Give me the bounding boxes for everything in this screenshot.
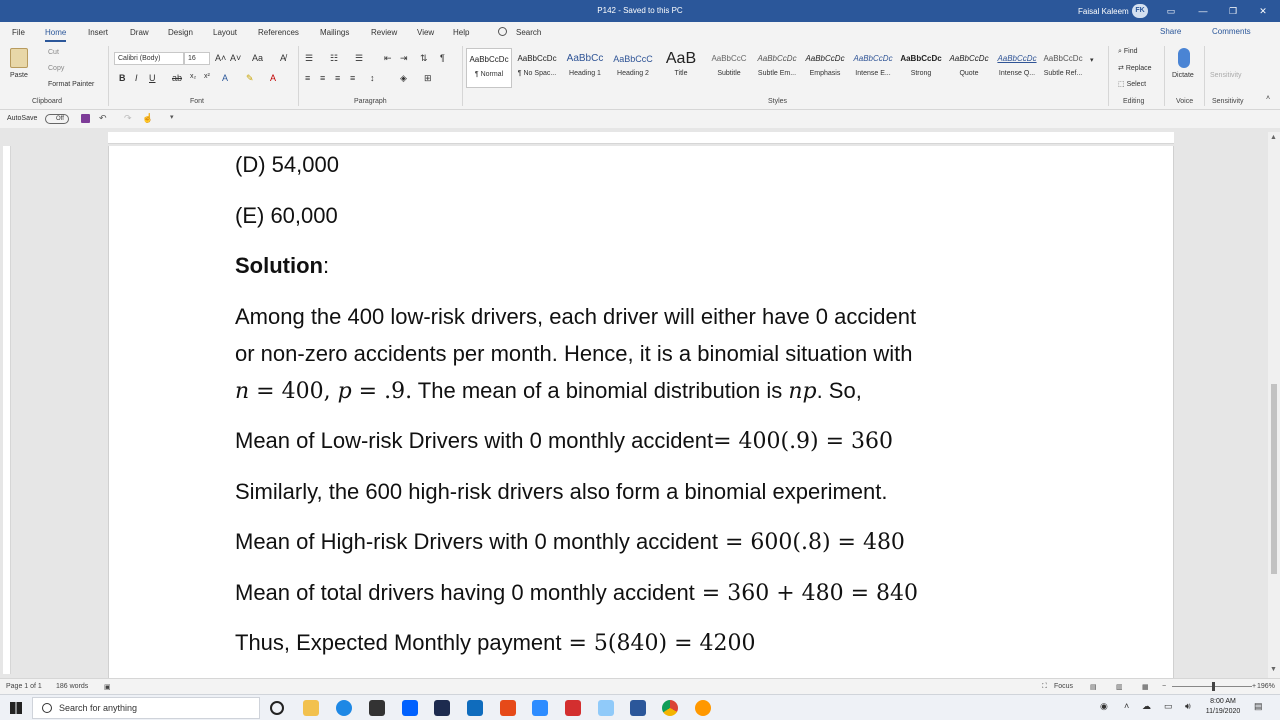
mean-low-risk-line [235, 428, 893, 454]
focus-icon[interactable]: ⛶ [1042, 683, 1047, 690]
volume-icon[interactable]: 🔊︎ [1185, 701, 1191, 711]
shrink-font-icon[interactable]: A˅ [230, 53, 242, 63]
math-expr: = 400(.9) = 360 [713, 429, 894, 454]
math-var-n: n [235, 379, 250, 404]
group-divider [1204, 46, 1205, 106]
group-divider [1164, 46, 1165, 106]
proofing-icon[interactable]: ▣ [104, 684, 111, 691]
dropbox-icon[interactable] [402, 700, 418, 716]
scroll-thumb[interactable] [1271, 384, 1277, 574]
replace-button[interactable]: ⇄ Replace [1118, 65, 1152, 72]
strikethrough-icon[interactable]: ab [172, 73, 183, 83]
style-name: Heading 2 [617, 70, 649, 77]
tab-home[interactable]: Home [45, 28, 67, 37]
solution-label: Solution [235, 253, 323, 278]
style-sample: AaBbCcC [711, 54, 747, 63]
find-label: Find [1123, 48, 1138, 55]
file-explorer-icon[interactable] [303, 700, 319, 716]
expected-payment-line [235, 630, 755, 656]
clock-date: 11/19/2020 [1205, 708, 1241, 715]
borders-icon[interactable]: ⊞ [424, 73, 432, 83]
quick-access-toolbar [0, 110, 1280, 128]
tab-mailings[interactable]: Mailings [320, 28, 350, 37]
editing-group-label: Editing [1123, 98, 1145, 105]
word-icon[interactable] [630, 700, 646, 716]
style-sample: AaBbCcDc [517, 54, 557, 63]
style-name: Emphasis [809, 70, 841, 77]
style-no-spacing[interactable] [514, 48, 560, 88]
copy-button[interactable]: Copy [48, 65, 65, 72]
clock-time: 8:00 AM [1210, 698, 1236, 705]
focus-button[interactable]: Focus [1054, 683, 1074, 690]
zoom-out-icon[interactable]: − [1162, 683, 1167, 690]
tell-me-search[interactable]: Search [516, 28, 542, 37]
zoom-slider-knob[interactable] [1212, 682, 1215, 691]
style-name: Intense Q... [998, 70, 1036, 77]
avatar[interactable]: FK [1132, 4, 1148, 18]
style-name: Heading 1 [569, 70, 601, 77]
answer-option-d: (D) 54,000 [235, 152, 339, 177]
autosave-toggle[interactable]: Off [45, 114, 69, 124]
style-sample: AaBbCcDc [949, 54, 989, 63]
style-name: Subtle Em... [757, 70, 797, 77]
align-right-icon[interactable]: ≡ [335, 73, 341, 83]
select-label: Select [1126, 81, 1147, 88]
style-sample: AaBbCcDc [900, 54, 942, 63]
style-strong[interactable] [898, 48, 944, 88]
style-name: Quote [959, 70, 979, 77]
save-icon[interactable] [81, 114, 90, 123]
font-color-icon[interactable]: A [270, 73, 277, 83]
status-bar [0, 678, 1280, 694]
paragraph-text: Mean of total drivers having 0 monthly accident [235, 580, 695, 605]
clipboard-group-label: Clipboard [32, 98, 62, 105]
page-count[interactable]: Page 1 of 1 [6, 683, 42, 690]
store-icon[interactable] [369, 700, 385, 716]
justify-icon[interactable]: ≡ [350, 73, 356, 83]
word-count[interactable]: 186 words [56, 683, 89, 690]
mean-total-line [235, 580, 918, 606]
style-sample: AaBbCcDc [757, 54, 797, 63]
styles-more-icon[interactable]: ▾ [1090, 57, 1094, 64]
styles-group-label: Styles [768, 98, 788, 105]
share-button[interactable]: Share [1160, 27, 1182, 36]
style-quote[interactable] [946, 48, 992, 88]
hp-icon[interactable] [598, 700, 614, 716]
subscript-icon[interactable]: x₂ [190, 73, 197, 80]
notifications-icon[interactable]: ▤ [1254, 701, 1263, 711]
paste-icon[interactable] [10, 48, 28, 68]
onedrive-icon[interactable]: ☁ [1142, 701, 1151, 711]
style-intense-quote[interactable] [994, 48, 1040, 88]
show-hidden-icons-icon[interactable]: ˄ [1124, 701, 1130, 711]
web-layout-icon[interactable]: ▦ [1142, 684, 1149, 691]
vertical-ruler[interactable] [3, 146, 11, 674]
font-group-label: Font [190, 98, 205, 105]
font-name-select[interactable]: Calibri (Body) [114, 52, 184, 65]
paragraph-text: Mean of High-risk Drivers with 0 monthly accident [235, 529, 718, 554]
paragraph-line [235, 378, 862, 404]
paragraph-text: Thus, Expected Monthly payment [235, 630, 562, 655]
restore-icon[interactable]: ❐ [1228, 6, 1238, 16]
windows-start-icon[interactable] [10, 702, 22, 714]
collapse-ribbon-icon[interactable]: ˄ [1266, 95, 1271, 102]
shading-icon[interactable]: ◈ [400, 73, 407, 83]
math-expr: = 360 + 480 = 840 [694, 581, 919, 606]
scroll-up-icon[interactable]: ▲ [1270, 134, 1277, 141]
taskbar-clock[interactable] [1202, 697, 1244, 717]
undo-icon[interactable]: ↶ [99, 113, 107, 123]
comments-button[interactable]: Comments [1212, 27, 1251, 36]
zoom-app-icon[interactable] [532, 700, 548, 716]
minimize-icon[interactable]: — [1198, 6, 1208, 16]
clear-formatting-icon[interactable]: A̸ [280, 53, 287, 63]
numbering-icon[interactable]: ☷ [330, 53, 339, 63]
sort-icon[interactable]: ⇅ [420, 53, 428, 63]
style-name: Subtitle [717, 70, 741, 77]
style-name: Strong [910, 70, 932, 77]
cortana-icon[interactable] [270, 701, 284, 715]
style-emphasis[interactable] [802, 48, 848, 88]
replace-label: Replace [1125, 65, 1152, 72]
style-name: ¶ No Spac... [517, 70, 557, 77]
text-effects-icon[interactable]: A [222, 73, 229, 83]
title-bar [0, 0, 1280, 22]
windows-taskbar [0, 694, 1280, 720]
mean-high-risk-line [235, 529, 905, 555]
math-expr: = 600(.8) = 480 [717, 530, 905, 555]
office-icon[interactable] [500, 700, 516, 716]
style-subtle-reference[interactable] [1040, 48, 1086, 88]
paragraph-line: Among the 400 low-risk drivers, each driver will either have 0 accident [235, 304, 917, 329]
paste-button[interactable]: Paste [10, 72, 28, 79]
group-divider [298, 46, 299, 106]
mail-icon[interactable] [467, 700, 483, 716]
scroll-down-icon[interactable]: ▼ [1270, 666, 1277, 673]
style-name: ¶ Normal [474, 71, 504, 78]
group-divider [1108, 46, 1109, 106]
select-button[interactable]: ⬚ Select [1118, 81, 1147, 88]
microphone-icon[interactable] [1178, 48, 1190, 68]
app-icon[interactable] [434, 700, 450, 716]
customize-qat-icon[interactable]: ▾ [170, 114, 174, 121]
bullets-icon[interactable]: ☰ [305, 53, 314, 63]
style-name: Title [674, 70, 688, 77]
multilevel-list-icon[interactable]: ☰ [355, 53, 364, 63]
battery-icon[interactable]: ▭ [1164, 701, 1173, 711]
style-subtle-emphasis[interactable] [754, 48, 800, 88]
underline-icon[interactable]: U [149, 73, 156, 83]
close-icon[interactable]: ✕ [1259, 6, 1267, 16]
document-title: P142 - Saved to this PC [597, 6, 683, 15]
tab-help[interactable]: Help [453, 28, 470, 37]
format-painter-button[interactable]: Format Painter [48, 81, 95, 88]
style-sample: AaB [665, 50, 697, 67]
highlight-icon[interactable]: ✎ [246, 73, 254, 83]
paragraph-group-label: Paragraph [354, 98, 387, 105]
dictate-button[interactable]: Dictate [1172, 72, 1194, 79]
math-expr: = 5(840) = 4200 [561, 631, 756, 656]
paragraph-line: or non-zero accidents per month. Hence, it is a binomial situation with [235, 341, 913, 366]
style-title[interactable] [658, 48, 704, 88]
find-button[interactable]: ⌕ Find [1118, 48, 1138, 55]
group-divider [462, 46, 463, 106]
taskbar-search-placeholder: Search for anything [59, 703, 138, 713]
read-mode-icon[interactable]: ▤ [1090, 684, 1097, 691]
autosave-label: AutoSave [7, 115, 38, 122]
cut-button[interactable]: Cut [48, 49, 59, 56]
style-intense-emphasis[interactable] [850, 48, 896, 88]
tab-view[interactable]: View [417, 28, 435, 37]
touch-mode-icon[interactable]: ☝ [142, 113, 154, 123]
math-expr: = 400, [249, 379, 338, 404]
document-page[interactable] [108, 146, 1174, 678]
voice-group-label: Voice [1176, 98, 1194, 105]
show-formatting-icon[interactable]: ¶ [440, 53, 445, 63]
sensitivity-group-label: Sensitivity [1212, 98, 1244, 105]
edge-icon[interactable] [336, 700, 352, 716]
redo-icon[interactable]: ↷ [124, 113, 132, 123]
ribbon-home [0, 42, 1280, 110]
math-var-np: np [788, 379, 817, 404]
vertical-scrollbar[interactable] [1268, 132, 1280, 678]
ribbon-display-icon[interactable]: ▭ [1166, 6, 1176, 16]
search-icon [42, 703, 52, 713]
search-icon[interactable] [498, 27, 507, 36]
paragraph-text: The mean of a binomial distribution is [412, 378, 789, 403]
ruler-active-area [234, 134, 1048, 142]
tray-app-icon[interactable]: ◉ [1100, 701, 1108, 711]
answer-option-e: (E) 60,000 [235, 203, 338, 228]
style-sample: AaBbCcDc [1043, 54, 1083, 63]
taskbar-search[interactable] [32, 697, 260, 719]
tab-insert[interactable]: Insert [88, 28, 109, 37]
similarly-line: Similarly, the 600 high-risk drivers also form a binomial experiment. [235, 479, 888, 504]
paragraph-text: . So, [816, 378, 862, 403]
print-layout-icon[interactable]: ▥ [1116, 684, 1123, 691]
align-left-icon[interactable]: ≡ [305, 73, 311, 83]
math-expr: = .9. [351, 379, 413, 404]
increase-indent-icon[interactable]: ⇥ [400, 53, 408, 63]
style-sample: AaBbCcDc [853, 54, 893, 63]
decrease-indent-icon[interactable]: ⇤ [384, 53, 392, 63]
style-normal[interactable] [466, 48, 512, 88]
user-name[interactable]: Faisal Kaleem [1078, 7, 1129, 16]
style-heading-2[interactable] [610, 48, 656, 88]
style-sample: AaBbCcDc [997, 54, 1037, 63]
style-sample: AaBbCcDc [805, 54, 845, 63]
solution-heading [235, 253, 329, 279]
horizontal-ruler[interactable] [108, 132, 1174, 144]
group-divider [108, 46, 109, 106]
zoom-in-icon[interactable]: + [1252, 683, 1257, 690]
tab-review[interactable]: Review [371, 28, 398, 37]
style-name: Intense E... [855, 70, 891, 77]
italic-icon[interactable]: I [135, 73, 138, 83]
sensitivity-button[interactable]: Sensitivity [1210, 72, 1242, 79]
style-name: Subtle Ref... [1043, 70, 1083, 77]
style-sample: AaBbCcC [613, 54, 653, 64]
line-spacing-icon[interactable]: ↕ [370, 73, 375, 83]
acrobat-icon[interactable] [565, 700, 581, 716]
style-subtitle[interactable] [706, 48, 752, 88]
tab-draw[interactable]: Draw [130, 28, 149, 37]
style-sample: AaBbCcDc [469, 55, 509, 64]
style-heading-1[interactable] [562, 48, 608, 88]
chrome-icon[interactable] [662, 700, 678, 716]
ribbon-tabs [0, 22, 1280, 42]
tab-layout[interactable]: Layout [213, 28, 238, 37]
font-size-select[interactable]: 16 [184, 52, 210, 65]
change-case-icon[interactable]: Aa [252, 53, 264, 63]
align-center-icon[interactable]: ≡ [320, 73, 326, 83]
math-var-p: p [337, 379, 352, 404]
tab-file[interactable]: File [12, 28, 25, 37]
style-sample: AaBbCc [566, 53, 604, 64]
firefox-icon[interactable] [695, 700, 711, 716]
solution-colon: : [322, 253, 330, 278]
zoom-level[interactable]: 196% [1257, 683, 1275, 690]
grow-font-icon[interactable]: A˄ [215, 53, 227, 63]
superscript-icon[interactable]: x² [204, 73, 210, 80]
paragraph-text: Mean of Low-risk Drivers with 0 monthly accident [235, 428, 714, 453]
bold-icon[interactable]: B [119, 73, 126, 83]
tab-design[interactable]: Design [168, 28, 193, 37]
tab-references[interactable]: References [258, 28, 299, 37]
